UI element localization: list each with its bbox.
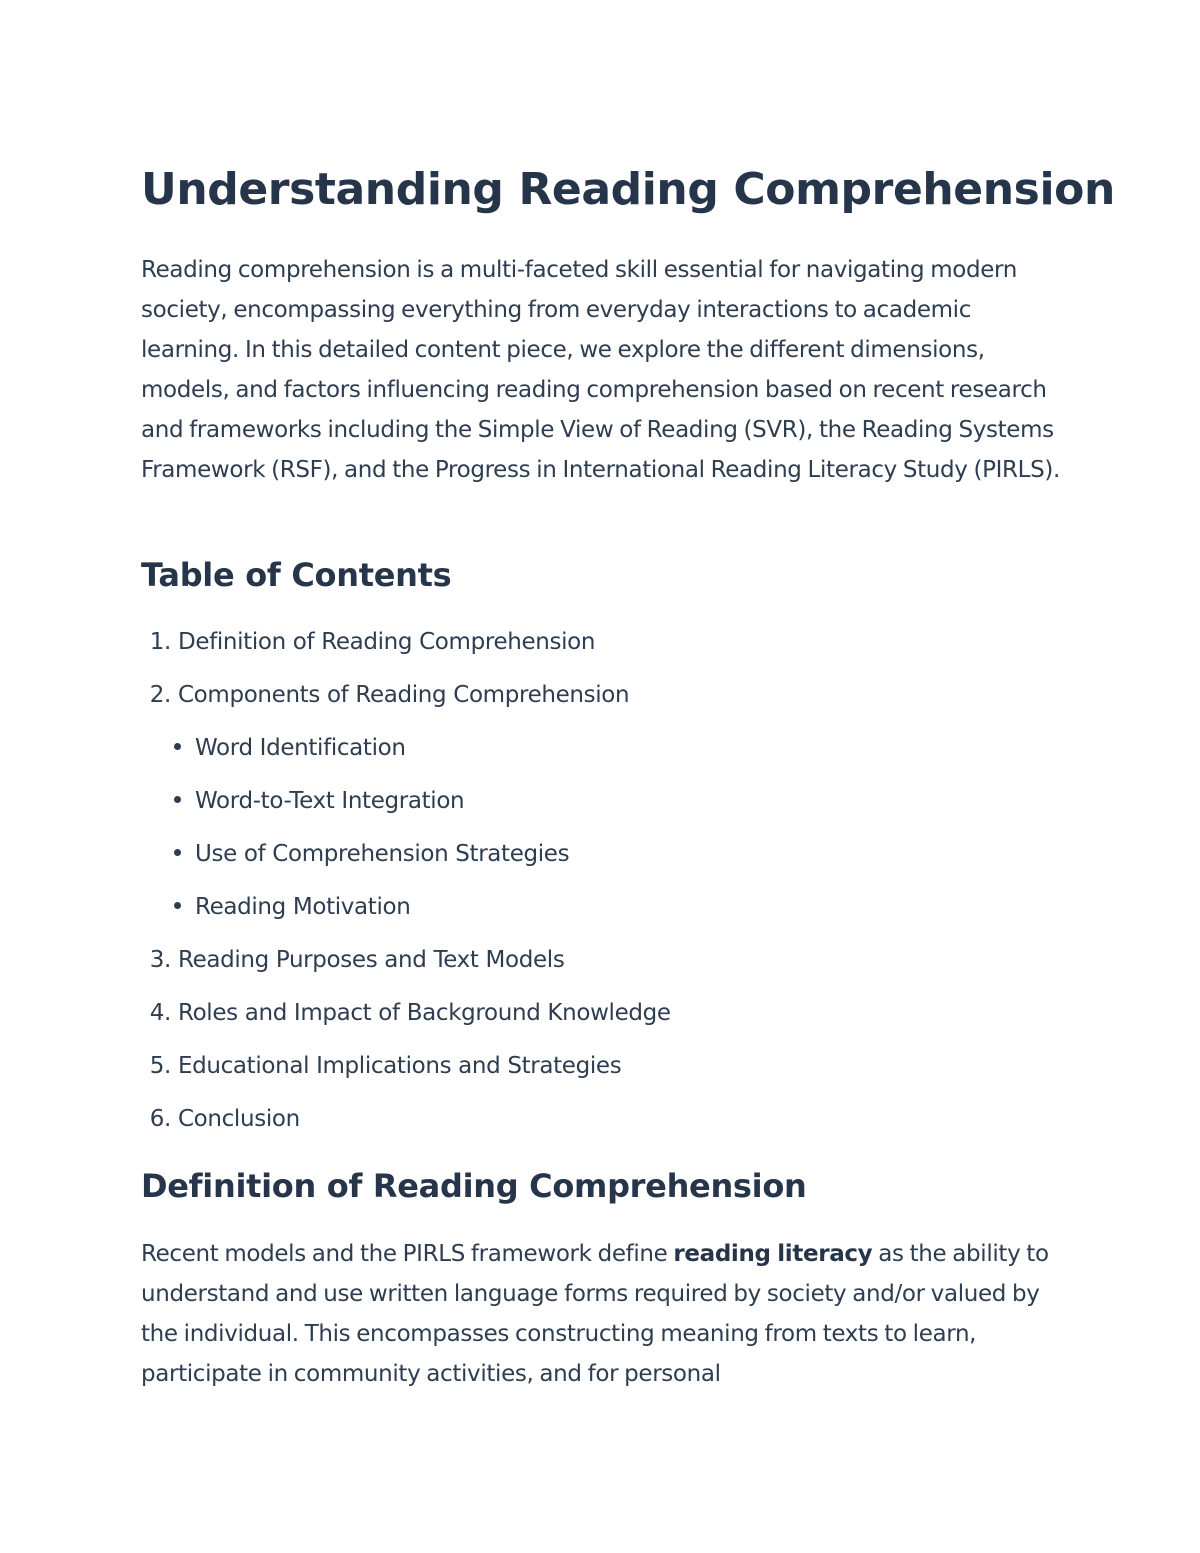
toc-item-number: 5. — [149, 1053, 171, 1079]
intro-paragraph: Reading comprehension is a multi-faceted skill essential for navigating modern society, encompassing everything from everyday interactions to academic learning. In this detailed content piece, we explore the different dimensions, models, and factors influencing reading comprehension based on recent research and frameworks including the Simple View of Reading (SVR), the Reading Systems Framework (RSF), and the Progress in International Reading Literacy Study (PIRLS). — [141, 257, 1060, 483]
toc-item-label: Conclusion — [177, 1106, 300, 1132]
toc-item-label: Reading Purposes and Text Models — [177, 947, 565, 973]
toc-subitem-label: Reading Motivation — [195, 894, 411, 920]
toc-item-number: 2. — [149, 682, 171, 708]
toc-subitem-label: Word-to-Text Integration — [195, 788, 465, 814]
toc-item-number: 6. — [149, 1106, 171, 1132]
bullet-icon — [174, 796, 181, 803]
toc-item-label: Roles and Impact of Background Knowledge — [177, 1000, 671, 1026]
toc-subitem[interactable] — [171, 892, 410, 922]
toc-item-number: 4. — [149, 1000, 171, 1026]
bullet-icon — [174, 743, 181, 750]
toc-item-label: Definition of Reading Comprehension — [177, 629, 596, 655]
toc-item-2[interactable] — [141, 680, 629, 710]
toc-subitem-label: Use of Comprehension Strategies — [195, 841, 570, 867]
definition-text-start: Recent models and the PIRLS framework define — [141, 1241, 674, 1267]
definition-paragraph — [141, 1234, 1061, 1394]
bullet-icon — [174, 849, 181, 856]
toc-item-number: 1. — [149, 629, 171, 655]
bullet-icon — [174, 902, 181, 909]
toc-item-label: Components of Reading Comprehension — [177, 682, 630, 708]
page-title: Understanding Reading Comprehension — [141, 164, 1115, 215]
toc-item-1[interactable] — [141, 627, 595, 657]
definition-bold-term: reading literacy — [673, 1241, 873, 1267]
toc-subitem[interactable] — [171, 733, 406, 763]
toc-item-number: 3. — [149, 947, 171, 973]
toc-subitem[interactable] — [171, 839, 569, 869]
toc-item-5[interactable] — [141, 1051, 621, 1081]
toc-item-label: Educational Implications and Strategies — [177, 1053, 622, 1079]
definition-text-end: as the ability to understand and use written language forms required by society and/or valued by the individual. This encompasses constructing meaning from texts to learn, participate in community activities, and for personal — [141, 1241, 1049, 1387]
toc-subitem[interactable] — [171, 786, 464, 816]
toc-heading: Table of Contents — [141, 556, 452, 594]
toc-item-6[interactable] — [141, 1104, 300, 1134]
toc-subitem-label: Word Identification — [195, 735, 406, 761]
toc-item-4[interactable] — [141, 998, 671, 1028]
definition-heading: Definition of Reading Comprehension — [141, 1167, 807, 1205]
toc-item-3[interactable] — [141, 945, 565, 975]
